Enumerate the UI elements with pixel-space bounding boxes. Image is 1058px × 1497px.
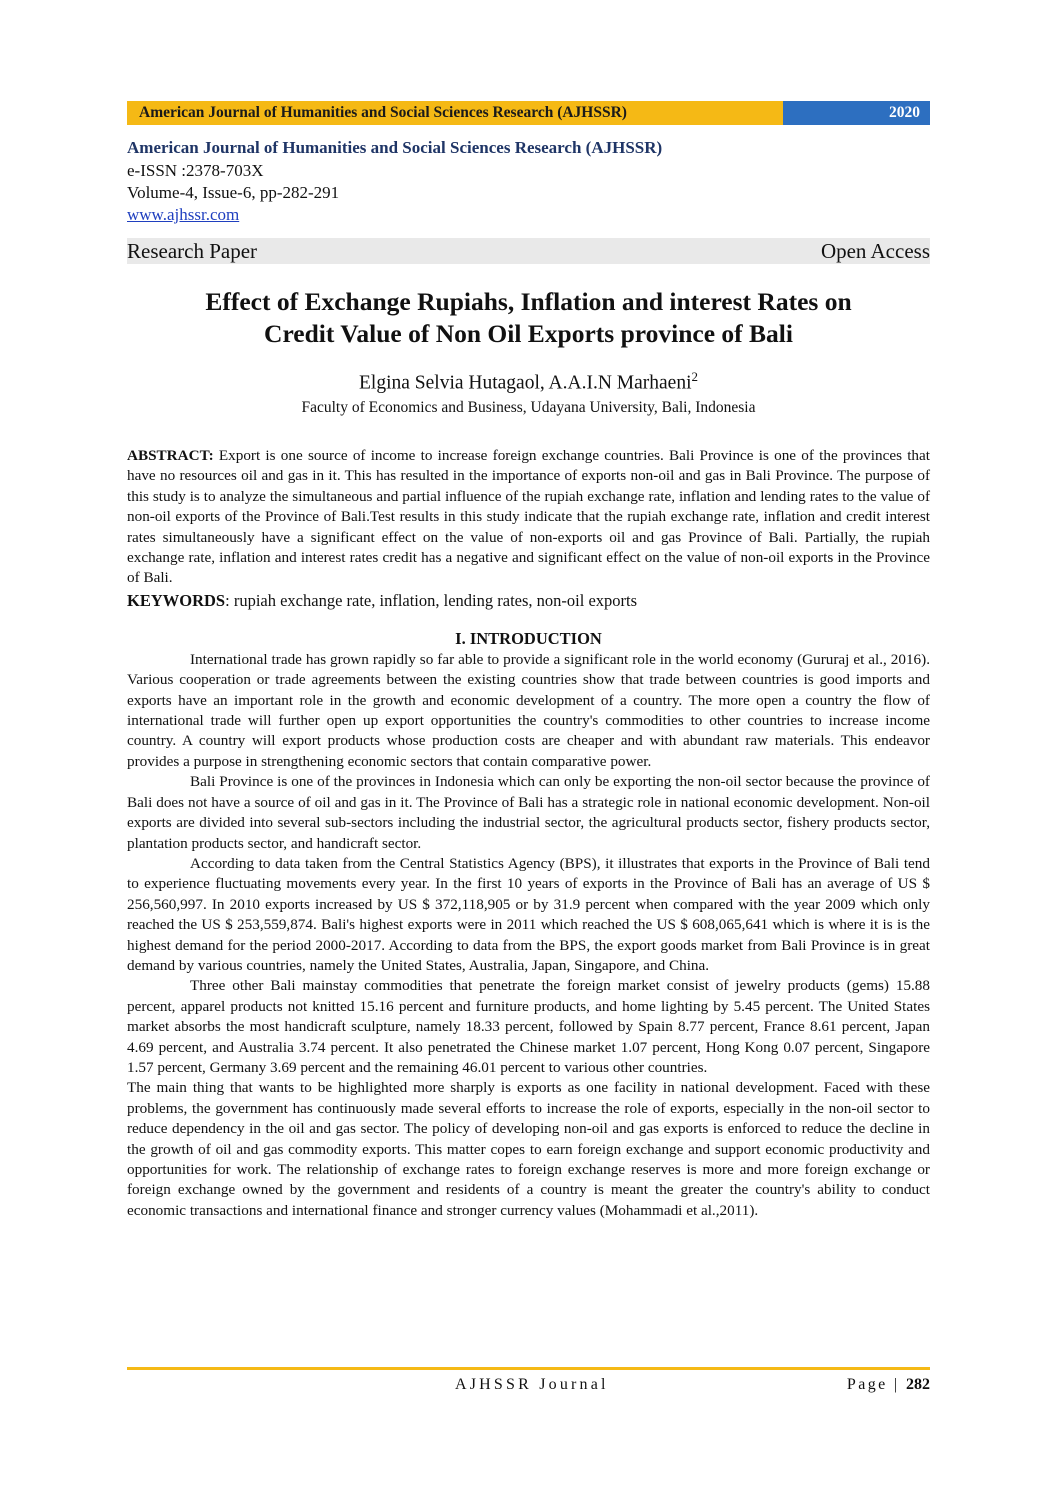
title-line-2: Credit Value of Non Oil Exports province of Bali [264, 319, 793, 348]
paragraph: The main thing that wants to be highlighted more sharply is exports as one facility in national development. Faced with these problems, the government has continuously made several efforts to increase the role of exports, especially in the non-oil sector to reduce dependency in the oil and gas sector. The policy of developing non-oil and gas exports is enforced to reduce the decline in the growth of oil and gas commodity exports. This matter copes to earn foreign exchange and support economic productivity and opportunities for work. The relationship of exchange rates to foreign exchange reserves is more and more foreign exchange or foreign exchange owned by the government and residents of a country is meant the greater the country's ability to conduct economic transactions and international finance and stronger currency values (Mohammadi et al.,2011). [127, 1079, 930, 1219]
page-number: 282 [906, 1376, 930, 1393]
affiliation: Faculty of Economics and Business, Udayana University, Bali, Indonesia [301, 399, 756, 416]
abstract-label: ABSTRACT: [127, 447, 214, 464]
paper-type: Research Paper [127, 239, 258, 263]
paper-type-bar [127, 238, 930, 264]
abstract-text: Export is one source of income to increase foreign exchange countries. Bali Province is one of the provinces that have no resources oil and gas in it. This has resulted in the importance of exports non-oil and gas in Bali Province. The purpose of this study is to analyze the simultaneous and partial influence of the rupiah exchange rate, inflation and lending rates to the value of non-oil exports of the Province of Bali.Test results in this study indicate that the rupiah exchange rate, inflation and credit interest rates simultaneously have a significant effect on the value of non-exports oil and gas Province of Bali. Partially, the rupiah exchange rate, inflation and interest rates credit has a negative and significant effect on the value of non-oil exports in the Province of Bali. [127, 447, 930, 587]
journal-name: American Journal of Humanities and Social Sciences Research (AJHSSR) [127, 138, 663, 157]
footer-page [847, 1376, 930, 1394]
footer-journal: AJHSSR Journal [455, 1376, 609, 1393]
author-names: Elgina Selvia Hutagaol, A.A.I.N Marhaeni [359, 372, 692, 394]
journal-website-link[interactable]: www.ajhssr.com [127, 205, 240, 224]
footer-divider [127, 1367, 930, 1370]
author-superscript: 2 [691, 369, 698, 384]
abstract [127, 446, 930, 589]
header-journal-name: American Journal of Humanities and Social Sciences Research (AJHSSR) [127, 101, 783, 125]
journal-meta [127, 136, 930, 226]
section-heading: I. INTRODUCTION [455, 628, 602, 648]
paragraph: International trade has grown rapidly so far able to provide a significant role in the world economy (Gururaj et al., 2016). Various cooperation or trade agreements between the existing countries show that trade between countries is good imports and exports have an important role in the growth and economic development of a country. The more open a country the flow of international trade will further open up export opportunities the country's commodities to other countries to increase income country. A country will export products whose production costs are cheaper and with abundant raw materials. This endeavor provides a purpose in strengthening economic sectors that contain comparative power. [127, 650, 930, 770]
paper-title [127, 286, 930, 350]
keywords-label: KEYWORDS [127, 590, 226, 610]
title-line-1: Effect of Exchange Rupiahs, Inflation and interest Rates on [205, 287, 852, 316]
keywords [127, 589, 930, 613]
paper-body [127, 446, 930, 1221]
paragraph: Three other Bali mainstay commodities that penetrate the foreign market consist of jewelry products (gems) 15.88 percent, apparel products not knitted 15.16 percent and furniture products, and home lighting by 5.45 percent. The United States market absorbs the most handicraft sculpture, namely 18.33 percent, followed by Spain 8.77 percent, France 8.61 percent, Japan 4.69 percent, and Australia 3.74 percent. It also penetrated the Chinese market 1.07 percent, Hong Kong 0.07 percent, Singapore 1.57 percent, Germany 3.69 percent and the remaining 46.01 percent to various other countries. [127, 977, 930, 1076]
page-footer [127, 1376, 930, 1398]
volume-info: Volume-4, Issue-6, pp-282-291 [127, 183, 340, 202]
paragraph: Bali Province is one of the provinces in Indonesia which can only be exporting the non-oil sector because the province of Bali does not have a source of oil and gas in it. The Province of Bali has a strategic role in national economic development. Non-oil exports are divided into several sub-sectors including the industrial sector, the agricultural products sector, fishery products sector, plantation products sector, and handicraft sector. [127, 773, 930, 852]
keywords-text: : rupiah exchange rate, inflation, lending rates, non-oil exports [225, 590, 638, 610]
issn: e-ISSN :2378-703X [127, 161, 264, 180]
paragraph: According to data taken from the Central Statistics Agency (BPS), it illustrates that exports in the Province of Bali tend to experience fluctuating movements every year. In the first 10 years of exports in the Province of Bali has an average of US $ 256,560,997. In 2010 exports increased by US $ 372,118,905 or by 31.9 percent when compared with the year 2009 which only reached the US $ 253,559,874. Bali's highest exports were in 2011 which reached the US $ 608,065,641 which is where it is is the highest demand for the period 2000-2017. According to data from the BPS, the export goods market from Bali Province is in great demand by various countries, namely the United States, Australia, Japan, Singapore, and China. [127, 854, 930, 974]
header-year: 2020 [783, 101, 930, 125]
journal-header-band [127, 101, 930, 125]
access-type: Open Access [820, 239, 930, 263]
authors [127, 364, 930, 397]
page-label: Page | [846, 1376, 906, 1393]
